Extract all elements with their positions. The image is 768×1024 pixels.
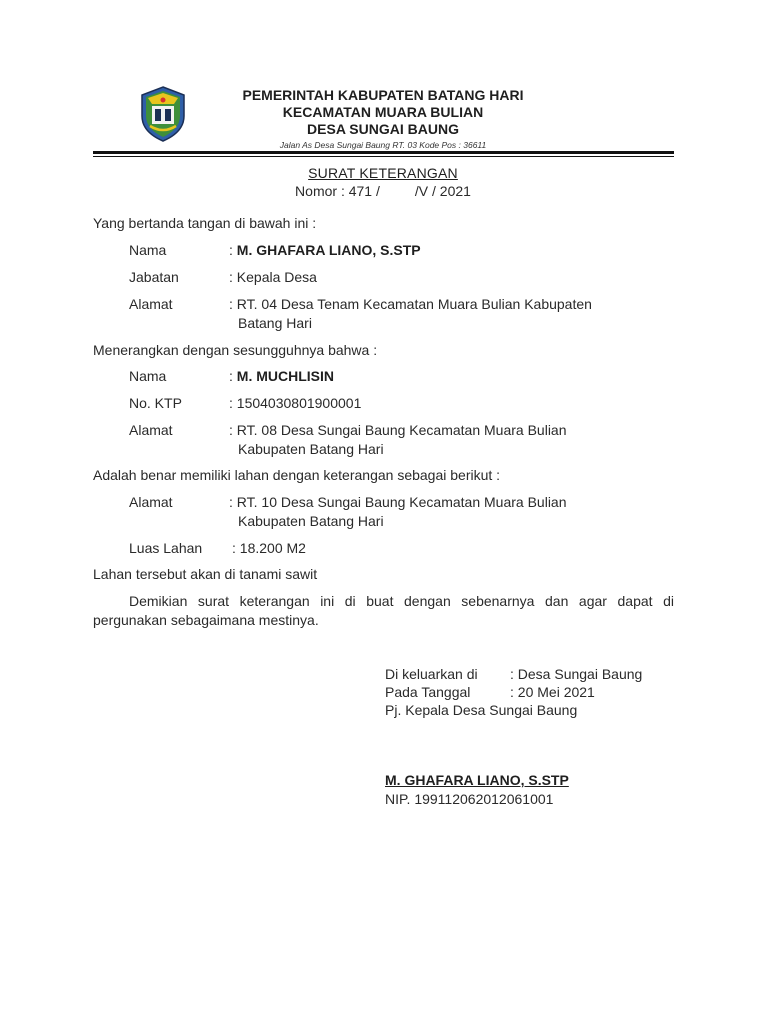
lahan-luas: 18.200 M2 xyxy=(239,540,306,556)
subject-nama-label: Nama xyxy=(129,368,167,384)
signer-alamat-value: : RT. 04 Desa Tenam Kecamatan Muara Bulian Kabupaten Batang Hari xyxy=(229,296,592,331)
letter-number xyxy=(200,183,566,200)
letterhead-line-3: DESA SUNGAI BAUNG xyxy=(307,121,459,137)
signer-position: Pj. Kepala Desa Sungai Baung xyxy=(385,702,578,718)
lahan-alamat-value: : RT. 10 Desa Sungai Baung Kecamatan Muara Bulian Kabupaten Batang Hari xyxy=(229,494,567,529)
letterhead-line-1: PEMERINTAH KABUPATEN BATANG HARI xyxy=(242,87,524,103)
intro-text: Yang bertanda tangan di bawah ini : xyxy=(93,215,317,231)
subject-ktp: 1504030801900001 xyxy=(236,395,362,411)
issued-date-row xyxy=(385,683,595,701)
kabupaten-emblem-icon xyxy=(140,86,186,142)
issued-at-row xyxy=(385,665,642,683)
subject-alamat-label: Alamat xyxy=(129,422,173,438)
signer-nama: M. GHAFARA LIANO, S.STP xyxy=(236,242,421,258)
subject-ktp-value: : 1504030801900001 xyxy=(229,395,362,411)
closing-paragraph xyxy=(93,592,674,630)
issued-date-value: : 20 Mei 2021 xyxy=(510,684,595,700)
subject-alamat-value: : RT. 08 Desa Sungai Baung Kecamatan Muara Bulian Kabupaten Batang Hari xyxy=(229,422,567,457)
subject-alamat-line-2: Kabupaten Batang Hari xyxy=(238,441,384,457)
signature-name: M. GHAFARA LIANO, S.STP xyxy=(385,772,569,788)
letter-number-prefix: Nomor : 471 / xyxy=(295,183,380,199)
letterhead-address: Jalan As Desa Sungai Baung RT. 03 Kode Pos : 36611 xyxy=(279,140,487,150)
subject-nama: M. MUCHLISIN xyxy=(236,368,334,384)
subject-nama-value: : M. MUCHLISIN xyxy=(229,368,334,384)
issued-at-value: : Desa Sungai Baung xyxy=(510,666,643,682)
issued-at-label: Di keluarkan di xyxy=(385,666,478,682)
lahan-alamat-line-1: RT. 10 Desa Sungai Baung Kecamatan Muara Bulian xyxy=(236,494,567,510)
letterhead-divider-thick xyxy=(93,151,674,154)
signer-alamat-line-2: Batang Hari xyxy=(238,315,312,331)
signer-alamat-line-1: RT. 04 Desa Tenam Kecamatan Muara Bulian Kabupaten xyxy=(236,296,592,312)
letterhead-divider-thin xyxy=(93,156,674,157)
lahan-luas-label: Luas Lahan xyxy=(129,540,203,556)
subject-ktp-label: No. KTP xyxy=(129,395,182,411)
closing-text: Demikian surat keterangan ini di buat dengan sebenarnya dan agar dapat di pergunakan sebagaimana mestinya. xyxy=(93,593,674,628)
signer-nama-label: Nama xyxy=(129,242,167,258)
letterhead xyxy=(200,87,566,151)
signature-nip: NIP. 199112062012061001 xyxy=(385,791,554,807)
signer-jabatan-value: : Kepala Desa xyxy=(229,269,317,285)
signer-alamat-label: Alamat xyxy=(129,296,173,312)
signer-jabatan: Kepala Desa xyxy=(236,269,317,285)
subject-alamat-line-1: RT. 08 Desa Sungai Baung Kecamatan Muara Bulian xyxy=(236,422,567,438)
letter-title: SURAT KETERANGAN xyxy=(308,165,458,181)
lahan-alamat-line-2: Kabupaten Batang Hari xyxy=(238,513,384,529)
letter-number-suffix: /V / 2021 xyxy=(414,183,471,199)
letterhead-line-2: KECAMATAN MUARA BULIAN xyxy=(282,104,484,120)
menerangkan-text: Menerangkan dengan sesungguhnya bahwa : xyxy=(93,342,378,358)
lahan-intro-text: Adalah benar memiliki lahan dengan keterangan sebagai berikut : xyxy=(93,467,501,483)
issued-date-label: Pada Tanggal xyxy=(385,684,471,700)
lahan-note-text: Lahan tersebut akan di tanami sawit xyxy=(93,566,318,582)
lahan-luas-value: : 18.200 M2 xyxy=(232,540,306,556)
signer-jabatan-label: Jabatan xyxy=(129,269,179,285)
signer-nama-value: : M. GHAFARA LIANO, S.STP xyxy=(229,242,421,258)
lahan-alamat-label: Alamat xyxy=(129,494,173,510)
